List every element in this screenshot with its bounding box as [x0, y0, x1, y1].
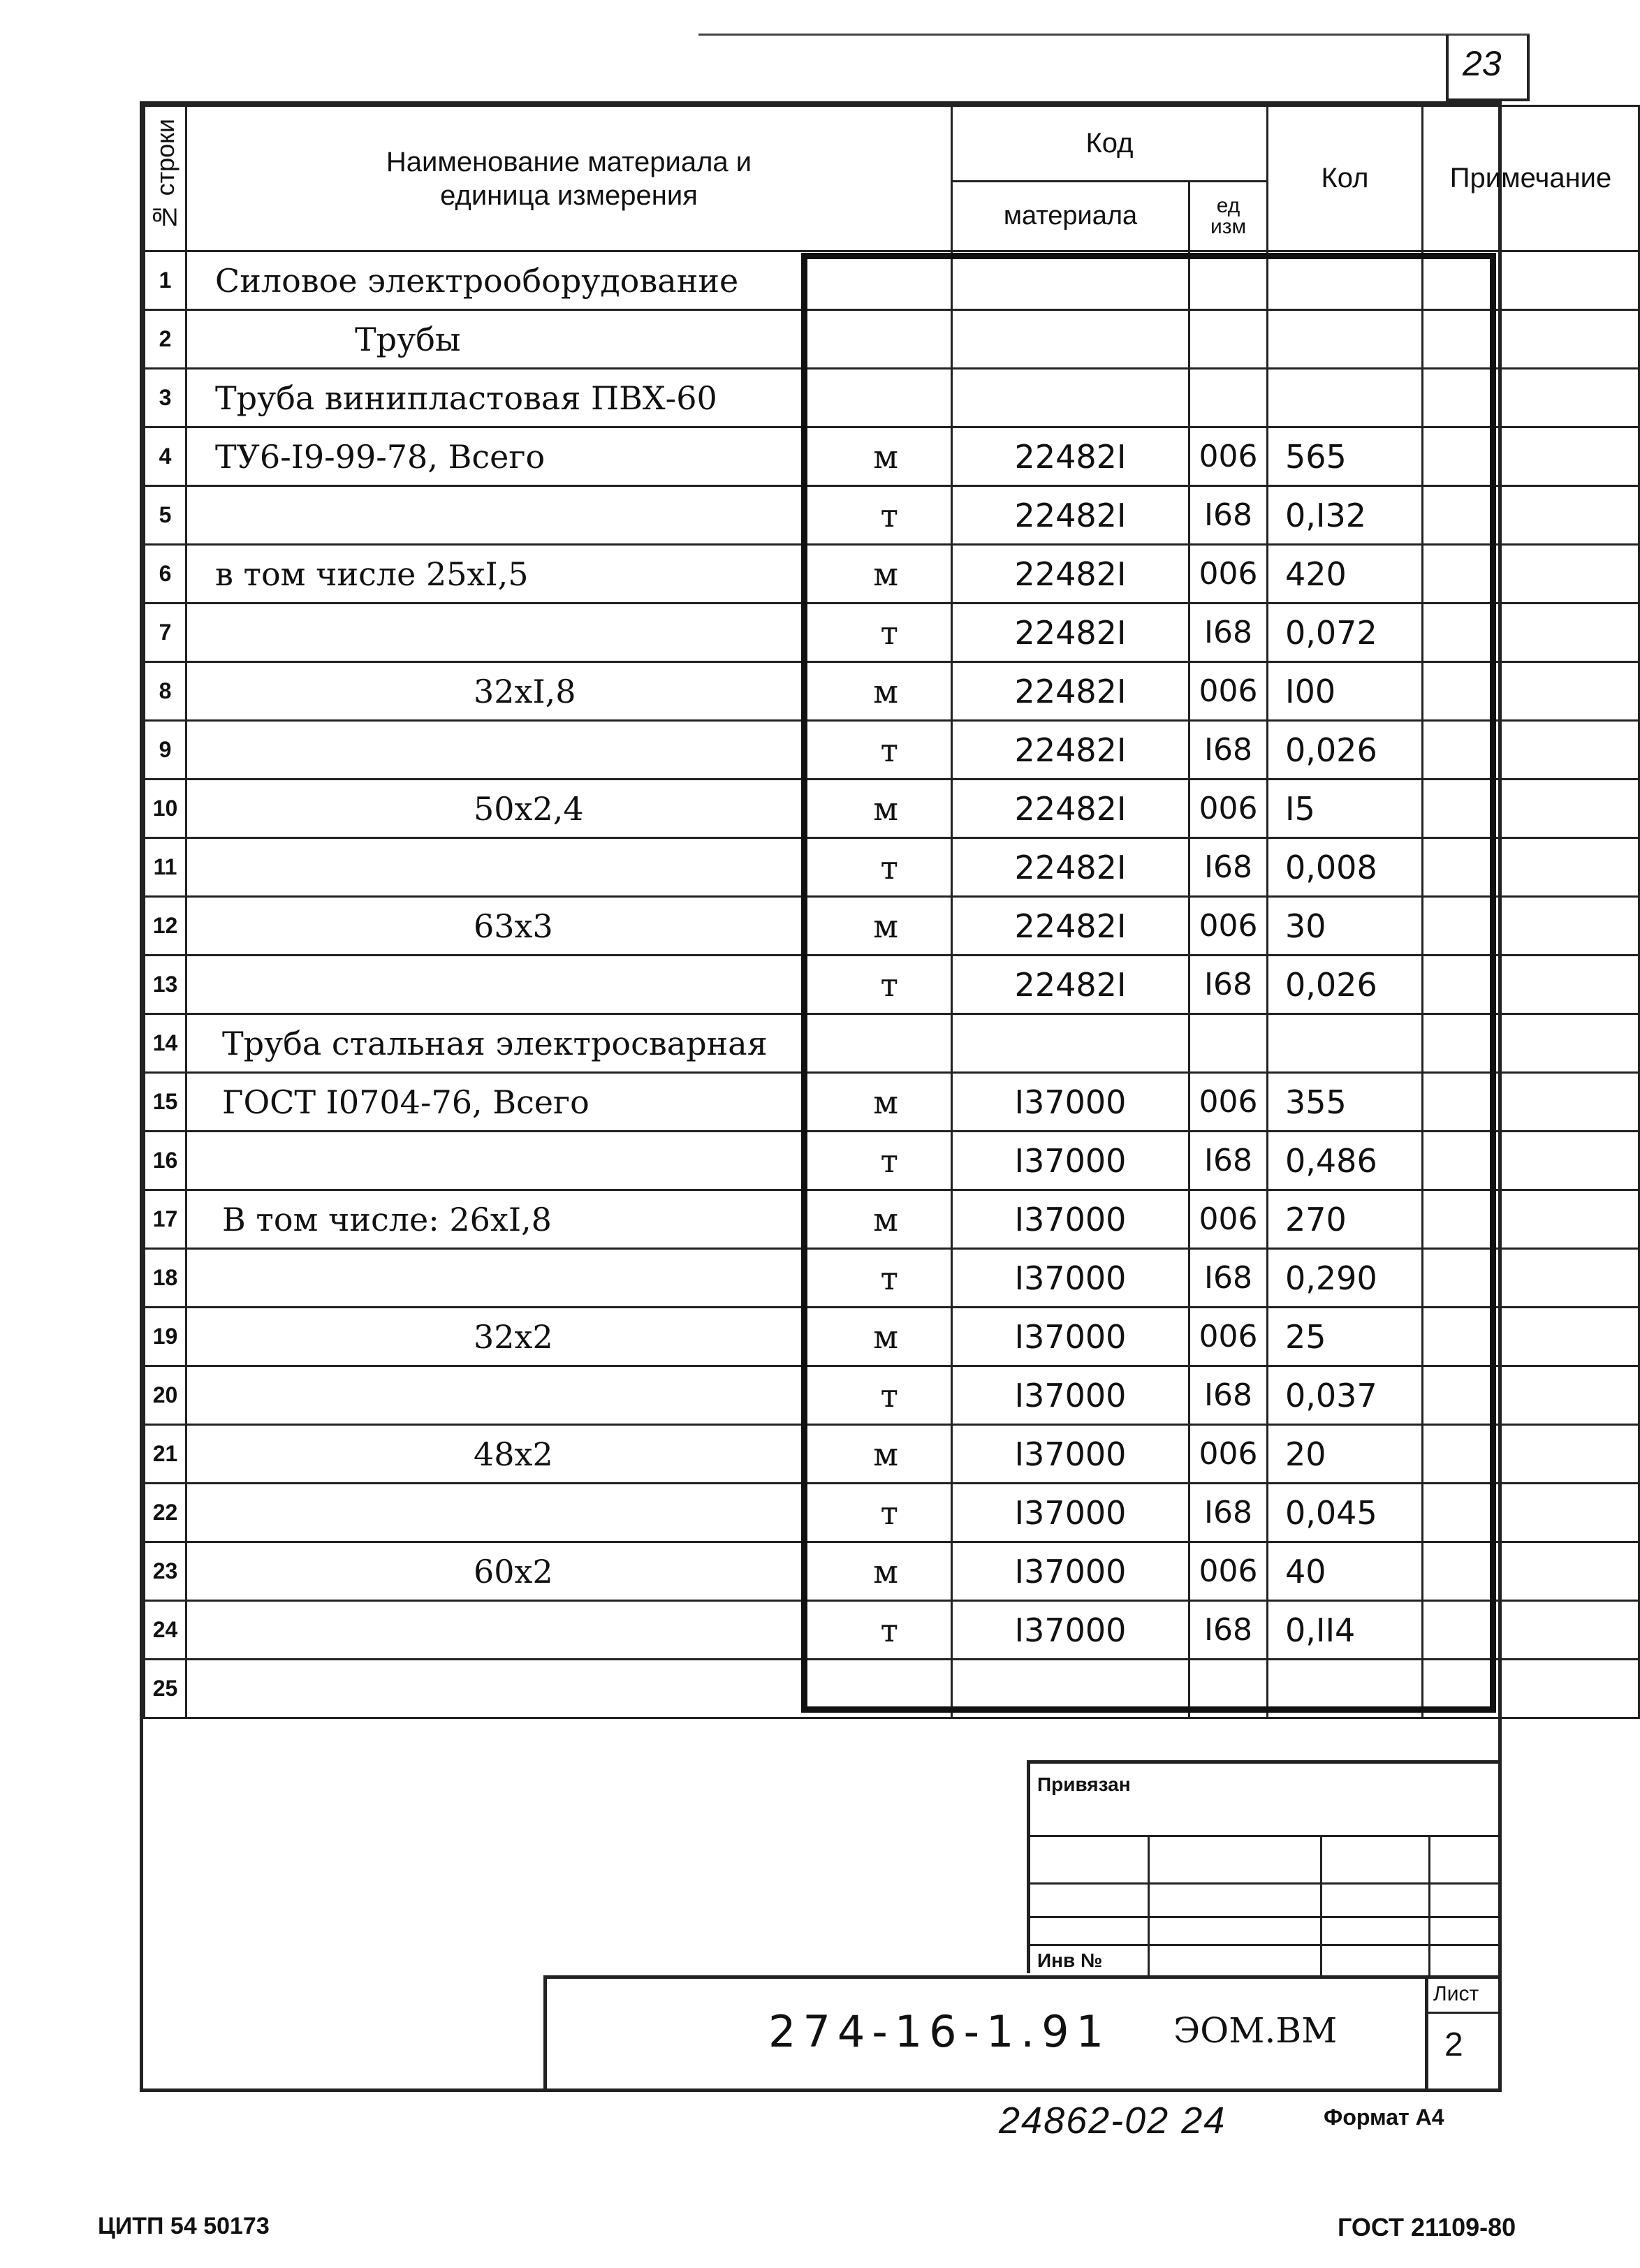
row-number: 13 — [145, 956, 186, 1014]
material-name-cell — [186, 1308, 952, 1366]
table-row — [145, 1660, 1639, 1718]
note-cell — [1423, 1601, 1639, 1660]
unit-code: I68 — [1189, 486, 1268, 545]
unit-mark: м — [873, 555, 898, 593]
table-row — [145, 1484, 1639, 1542]
tied-label: Привязан — [1037, 1773, 1131, 1795]
material-name-cell — [186, 1132, 952, 1190]
materials-table — [143, 105, 1640, 1719]
note-cell — [1423, 1308, 1639, 1366]
row-number: 1 — [145, 251, 186, 310]
row-number: 4 — [145, 427, 186, 486]
unit-code: 006 — [1189, 545, 1268, 603]
material-name: 63х3 — [474, 907, 553, 945]
material-name: ТУ6-I9-99-78, Всего — [215, 437, 546, 476]
quantity: 20 — [1268, 1425, 1423, 1484]
quantity: 0,045 — [1268, 1484, 1423, 1542]
quantity: 30 — [1268, 897, 1423, 956]
table-row — [145, 662, 1639, 721]
row-number: 21 — [145, 1425, 186, 1484]
header-unit-code: ед изм — [1189, 182, 1268, 251]
unit-code: 006 — [1189, 1308, 1268, 1366]
material-code: I37000 — [952, 1132, 1189, 1190]
table-row — [145, 1601, 1639, 1660]
unit-code: I68 — [1189, 838, 1268, 897]
material-code: 22482I — [952, 721, 1189, 780]
header-row-number: № строки — [145, 106, 186, 251]
row-number: 18 — [145, 1249, 186, 1308]
table-row — [145, 1425, 1639, 1484]
table-body — [145, 251, 1639, 1718]
material-name-cell — [186, 1190, 952, 1249]
unit-code — [1189, 251, 1268, 310]
table-row — [145, 310, 1639, 369]
table-row — [145, 369, 1639, 427]
unit-mark: м — [873, 1317, 898, 1356]
unit-mark: т — [880, 731, 898, 769]
note-cell — [1423, 1484, 1639, 1542]
table-row — [145, 603, 1639, 662]
stamp-divider — [1030, 1916, 1502, 1918]
material-name-cell — [186, 251, 952, 310]
material-code: I37000 — [952, 1601, 1189, 1660]
unit-mark: м — [873, 672, 898, 710]
unit-mark: м — [873, 789, 898, 828]
row-number: 6 — [145, 545, 186, 603]
note-cell — [1423, 897, 1639, 956]
material-code: I37000 — [952, 1366, 1189, 1425]
unit-mark: т — [880, 1376, 898, 1414]
footer-publisher: ЦИТП 54 50173 — [98, 2213, 270, 2239]
material-name-cell — [186, 486, 952, 545]
unit-code: 006 — [1189, 1073, 1268, 1132]
material-code: 22482I — [952, 956, 1189, 1014]
material-name: 32х2 — [474, 1317, 553, 1356]
row-number: 9 — [145, 721, 186, 780]
unit-mark: т — [880, 1259, 898, 1297]
material-name: 50х2,4 — [474, 789, 584, 828]
material-name-cell — [186, 1014, 952, 1073]
note-cell — [1423, 1249, 1639, 1308]
note-cell — [1423, 1014, 1639, 1073]
material-name: ГОСТ I0704-76, Всего — [222, 1083, 590, 1121]
material-name-cell — [186, 545, 952, 603]
row-number: 22 — [145, 1484, 186, 1542]
row-number: 15 — [145, 1073, 186, 1132]
note-cell — [1423, 662, 1639, 721]
material-code: 22482I — [952, 486, 1189, 545]
material-name-cell — [186, 721, 952, 780]
material-name-cell — [186, 838, 952, 897]
note-cell — [1423, 251, 1639, 310]
material-code: I37000 — [952, 1542, 1189, 1601]
material-name: 48х2 — [474, 1435, 553, 1473]
note-cell — [1423, 486, 1639, 545]
table-row — [145, 427, 1639, 486]
unit-mark: т — [880, 848, 898, 886]
note-cell — [1423, 369, 1639, 427]
quantity: 355 — [1268, 1073, 1423, 1132]
table-row — [145, 897, 1639, 956]
table-row — [145, 545, 1639, 603]
table-row — [145, 1132, 1639, 1190]
quantity — [1268, 251, 1423, 310]
note-cell — [1423, 956, 1639, 1014]
quantity: I00 — [1268, 662, 1423, 721]
sheet-number: 2 — [1444, 2026, 1463, 2063]
unit-code — [1189, 310, 1268, 369]
quantity — [1268, 369, 1423, 427]
material-code — [952, 1660, 1189, 1718]
material-code: I37000 — [952, 1073, 1189, 1132]
unit-code: 006 — [1189, 1542, 1268, 1601]
material-code: 22482I — [952, 545, 1189, 603]
sheet-label: Лист — [1433, 1982, 1479, 2005]
document-code: ЭОМ.ВМ — [1173, 2010, 1338, 2051]
table-row — [145, 1249, 1639, 1308]
header-material-name: Наименование материала и единица измерения — [186, 106, 952, 251]
unit-code: I68 — [1189, 1484, 1268, 1542]
quantity — [1268, 310, 1423, 369]
note-cell — [1423, 1660, 1639, 1718]
material-code: 22482I — [952, 603, 1189, 662]
format-label: Формат А4 — [1324, 2105, 1444, 2130]
unit-code: 006 — [1189, 780, 1268, 838]
material-name: 32хI,8 — [474, 672, 576, 710]
material-name: Труба стальная электросварная — [222, 1024, 768, 1062]
unit-code — [1189, 1660, 1268, 1718]
quantity: I5 — [1268, 780, 1423, 838]
row-number: 23 — [145, 1542, 186, 1601]
document-designation: 274-16-1.91 — [768, 2006, 1111, 2057]
unit-code: I68 — [1189, 1366, 1268, 1425]
material-name-cell — [186, 780, 952, 838]
page-number: 23 — [1463, 44, 1502, 83]
unit-mark: м — [873, 907, 898, 945]
footer-standard: ГОСТ 21109-80 — [1338, 2213, 1516, 2241]
unit-code: I68 — [1189, 1132, 1268, 1190]
row-number: 10 — [145, 780, 186, 838]
material-name-cell — [186, 897, 952, 956]
table-row — [145, 251, 1639, 310]
stamp-divider — [1030, 1944, 1502, 1946]
header-code: Код — [952, 106, 1268, 182]
table-row — [145, 1308, 1639, 1366]
material-name-cell — [186, 1484, 952, 1542]
unit-mark: м — [873, 437, 898, 476]
note-cell — [1423, 780, 1639, 838]
header-quantity: Кол — [1268, 106, 1423, 251]
unit-mark: м — [873, 1200, 898, 1238]
unit-mark: м — [873, 1083, 898, 1121]
unit-code: I68 — [1189, 956, 1268, 1014]
quantity: 25 — [1268, 1308, 1423, 1366]
stamp-column-line — [1148, 1835, 1150, 1977]
unit-mark: м — [873, 1552, 898, 1590]
material-name-cell — [186, 310, 952, 369]
quantity: 0,026 — [1268, 956, 1423, 1014]
stamp-column-line — [1320, 1835, 1322, 1977]
header-note: Примечание — [1423, 106, 1639, 251]
row-number: 17 — [145, 1190, 186, 1249]
material-name: Силовое электрооборудование — [215, 261, 739, 300]
sheet-divider — [1425, 2012, 1498, 2014]
material-name-cell — [186, 956, 952, 1014]
note-cell — [1423, 1366, 1639, 1425]
inventory-number-label: Инв № — [1037, 1949, 1103, 1971]
quantity: 0,290 — [1268, 1249, 1423, 1308]
note-cell — [1423, 1190, 1639, 1249]
stamp-divider — [1030, 1835, 1502, 1837]
material-code: I37000 — [952, 1308, 1189, 1366]
unit-code: 006 — [1189, 1425, 1268, 1484]
table-row — [145, 1073, 1639, 1132]
unit-code: 006 — [1189, 427, 1268, 486]
row-number: 11 — [145, 838, 186, 897]
material-name-cell — [186, 1249, 952, 1308]
unit-code: 006 — [1189, 1190, 1268, 1249]
archive-number: 24862-02 24 — [999, 2100, 1227, 2142]
material-name: Трубы — [355, 320, 461, 358]
row-number: 16 — [145, 1132, 186, 1190]
row-number: 24 — [145, 1601, 186, 1660]
row-number: 12 — [145, 897, 186, 956]
unit-mark: т — [880, 965, 898, 1004]
note-cell — [1423, 1542, 1639, 1601]
table-row — [145, 1366, 1639, 1425]
row-number: 19 — [145, 1308, 186, 1366]
material-name: 60х2 — [474, 1552, 553, 1590]
material-code: I37000 — [952, 1425, 1189, 1484]
table-row — [145, 721, 1639, 780]
material-name-cell — [186, 1601, 952, 1660]
material-code: I37000 — [952, 1484, 1189, 1542]
material-name-cell — [186, 603, 952, 662]
quantity: 0,072 — [1268, 603, 1423, 662]
material-name-cell — [186, 427, 952, 486]
unit-mark: т — [880, 1611, 898, 1649]
row-number: 14 — [145, 1014, 186, 1073]
unit-code — [1189, 1014, 1268, 1073]
material-code: 22482I — [952, 662, 1189, 721]
unit-mark: т — [880, 496, 898, 534]
unit-code: 006 — [1189, 897, 1268, 956]
material-name-cell — [186, 662, 952, 721]
quantity: 0,486 — [1268, 1132, 1423, 1190]
material-code: I37000 — [952, 1249, 1189, 1308]
unit-mark: т — [880, 1141, 898, 1180]
note-cell — [1423, 838, 1639, 897]
quantity: 0,037 — [1268, 1366, 1423, 1425]
quantity: 0,I32 — [1268, 486, 1423, 545]
stamp-divider — [1030, 1882, 1502, 1885]
stamp-column-line — [1428, 1835, 1430, 1977]
table-row — [145, 838, 1639, 897]
material-code: 22482I — [952, 780, 1189, 838]
note-cell — [1423, 427, 1639, 486]
row-number: 8 — [145, 662, 186, 721]
note-cell — [1423, 603, 1639, 662]
note-cell — [1423, 721, 1639, 780]
quantity: 270 — [1268, 1190, 1423, 1249]
quantity: 420 — [1268, 545, 1423, 603]
material-code: I37000 — [952, 1190, 1189, 1249]
unit-code: I68 — [1189, 721, 1268, 780]
material-name-cell — [186, 1366, 952, 1425]
row-number: 3 — [145, 369, 186, 427]
tie-in-block — [1027, 1760, 1498, 1973]
quantity: 0,008 — [1268, 838, 1423, 897]
quantity: 0,026 — [1268, 721, 1423, 780]
material-name-cell — [186, 1073, 952, 1132]
material-name: В том числе: 26хI,8 — [222, 1200, 552, 1238]
table-row — [145, 780, 1639, 838]
row-number: 25 — [145, 1660, 186, 1718]
table-row — [145, 1542, 1639, 1601]
table-row — [145, 956, 1639, 1014]
quantity — [1268, 1660, 1423, 1718]
unit-mark: т — [880, 613, 898, 652]
material-code: 22482I — [952, 838, 1189, 897]
quantity: 565 — [1268, 427, 1423, 486]
unit-mark: м — [873, 1435, 898, 1473]
material-name-cell — [186, 1542, 952, 1601]
note-cell — [1423, 310, 1639, 369]
unit-code — [1189, 369, 1268, 427]
material-name-cell — [186, 1425, 952, 1484]
material-code: 22482I — [952, 897, 1189, 956]
material-name: Труба винипластовая ПВХ-60 — [215, 379, 717, 417]
header-material-code: материала — [952, 182, 1189, 251]
top-rule — [698, 34, 1530, 36]
row-number: 2 — [145, 310, 186, 369]
table-row — [145, 486, 1639, 545]
unit-code: I68 — [1189, 1601, 1268, 1660]
material-code — [952, 251, 1189, 310]
unit-code: I68 — [1189, 1249, 1268, 1308]
material-code — [952, 369, 1189, 427]
note-cell — [1423, 545, 1639, 603]
note-cell — [1423, 1073, 1639, 1132]
quantity: 40 — [1268, 1542, 1423, 1601]
row-number: 5 — [145, 486, 186, 545]
table-row — [145, 1190, 1639, 1249]
unit-code: 006 — [1189, 662, 1268, 721]
unit-mark: т — [880, 1493, 898, 1532]
note-cell — [1423, 1132, 1639, 1190]
material-name-cell — [186, 1660, 952, 1718]
quantity: 0,II4 — [1268, 1601, 1423, 1660]
material-name-cell — [186, 369, 952, 427]
table-row — [145, 1014, 1639, 1073]
quantity — [1268, 1014, 1423, 1073]
material-code — [952, 1014, 1189, 1073]
material-code — [952, 310, 1189, 369]
material-name: в том числе 25хI,5 — [215, 555, 529, 593]
row-number: 20 — [145, 1366, 186, 1425]
note-cell — [1423, 1425, 1639, 1484]
row-number: 7 — [145, 603, 186, 662]
unit-code: I68 — [1189, 603, 1268, 662]
material-code: 22482I — [952, 427, 1189, 486]
